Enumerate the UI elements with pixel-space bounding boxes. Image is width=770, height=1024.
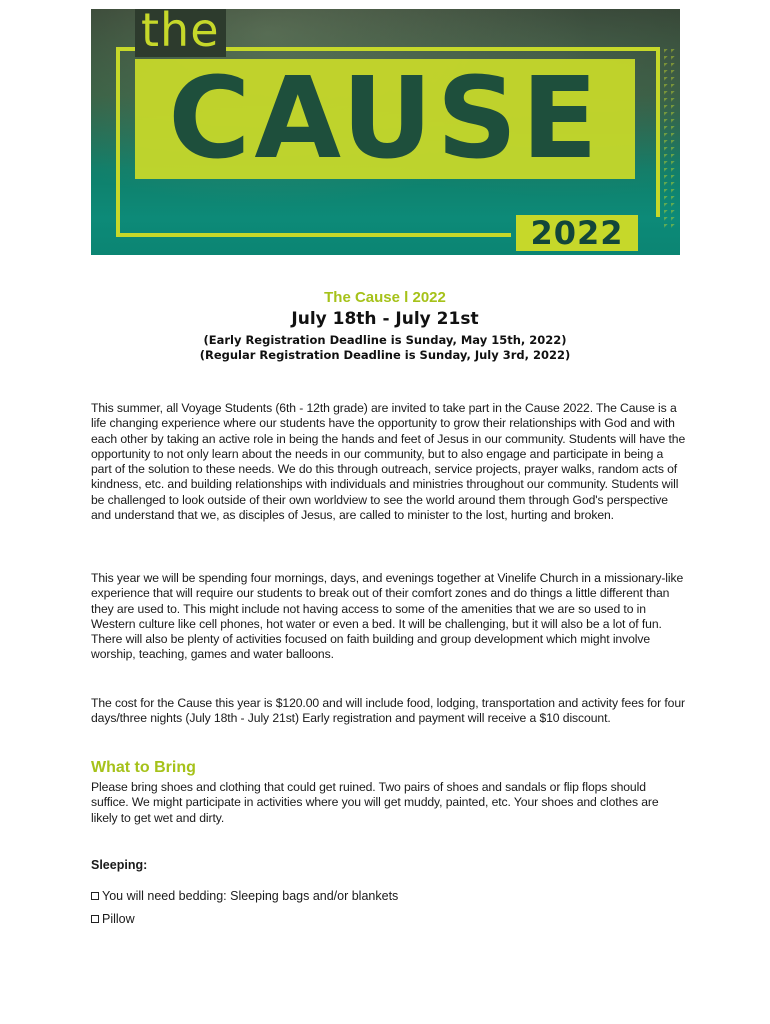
frame-line-left [116, 47, 120, 237]
event-dates: July 18th - July 21st [291, 309, 479, 329]
banner-year: 2022 [530, 214, 624, 252]
cost-paragraph: The cost for the Cause this year is $120.00 and will include food, lodging, transportation and activity fees for four days/three nights (July 18th - July 21st) Early registration and payment will receive a $10 discount. [91, 696, 685, 726]
what-to-bring-paragraph: Please bring shoes and clothing that could get ruined. Two pairs of shoes and sandals or flip flops should suffice. We might participate in activities where you will get muddy, painted, etc. Your shoes and clothes are likely to get wet and dirty. [91, 780, 659, 825]
event-subtitle: The Cause l 2022 [324, 289, 446, 306]
checklist-item [91, 889, 398, 903]
early-deadline: (Early Registration Deadline is Sunday, May 15th, 2022) [203, 333, 567, 347]
regular-deadline: (Regular Registration Deadline is Sunday, July 3rd, 2022) [199, 348, 571, 362]
checklist-item-label: You will need bedding: Sleeping bags and/or blankets [102, 889, 399, 903]
checkbox-icon[interactable] [91, 915, 99, 923]
checklist-item [91, 912, 135, 926]
banner-image [91, 9, 680, 255]
checkbox-icon[interactable] [91, 892, 99, 900]
frame-line-right [656, 47, 660, 217]
frame-line-bottom [116, 233, 511, 237]
what-to-bring-heading: What to Bring [91, 759, 196, 776]
sleeping-heading: Sleeping: [91, 858, 148, 872]
triangle-pattern [664, 49, 678, 229]
experience-paragraph: This year we will be spending four mornings, days, and evenings together at Vinelife Church in a missionary-like experience that will require our students to break out of their comfort zones and do things a little different than they are used to. This might include not having access to some of the amenities that we are so used to in Western culture like cell phones, hot water or even a bed. It will be challenging, but it will also be a lot of fun. There will also be plenty of activities focused on faith building and group development which might involve worship, teaching, games and water balloons. [91, 571, 684, 662]
banner-word-the: the [135, 9, 226, 57]
banner-word-cause: CAUSE [168, 54, 602, 184]
intro-paragraph: This summer, all Voyage Students (6th - 12th grade) are invited to take part in the Cause 2022. The Cause is a life changing experience where our students have the opportunity to grow their relationships with God and with each other by taking an active role in being the hands and feet of Jesus in our community. Students will have the opportunity to not only learn about the needs in our community, but to also engage and participate in being a part of the solution to these needs. We do this through outreach, service projects, prayer walks, random acts of kindness, etc. and building relationships with individuals and ministries throughout our community. Students will be challenged to look outside of their own worldview to see the world around them through God's perspective and understand that we, as disciples of Jesus, are called to minister to the lost, hurting and broken. [91, 401, 686, 523]
checklist-item-label: Pillow [102, 912, 135, 926]
